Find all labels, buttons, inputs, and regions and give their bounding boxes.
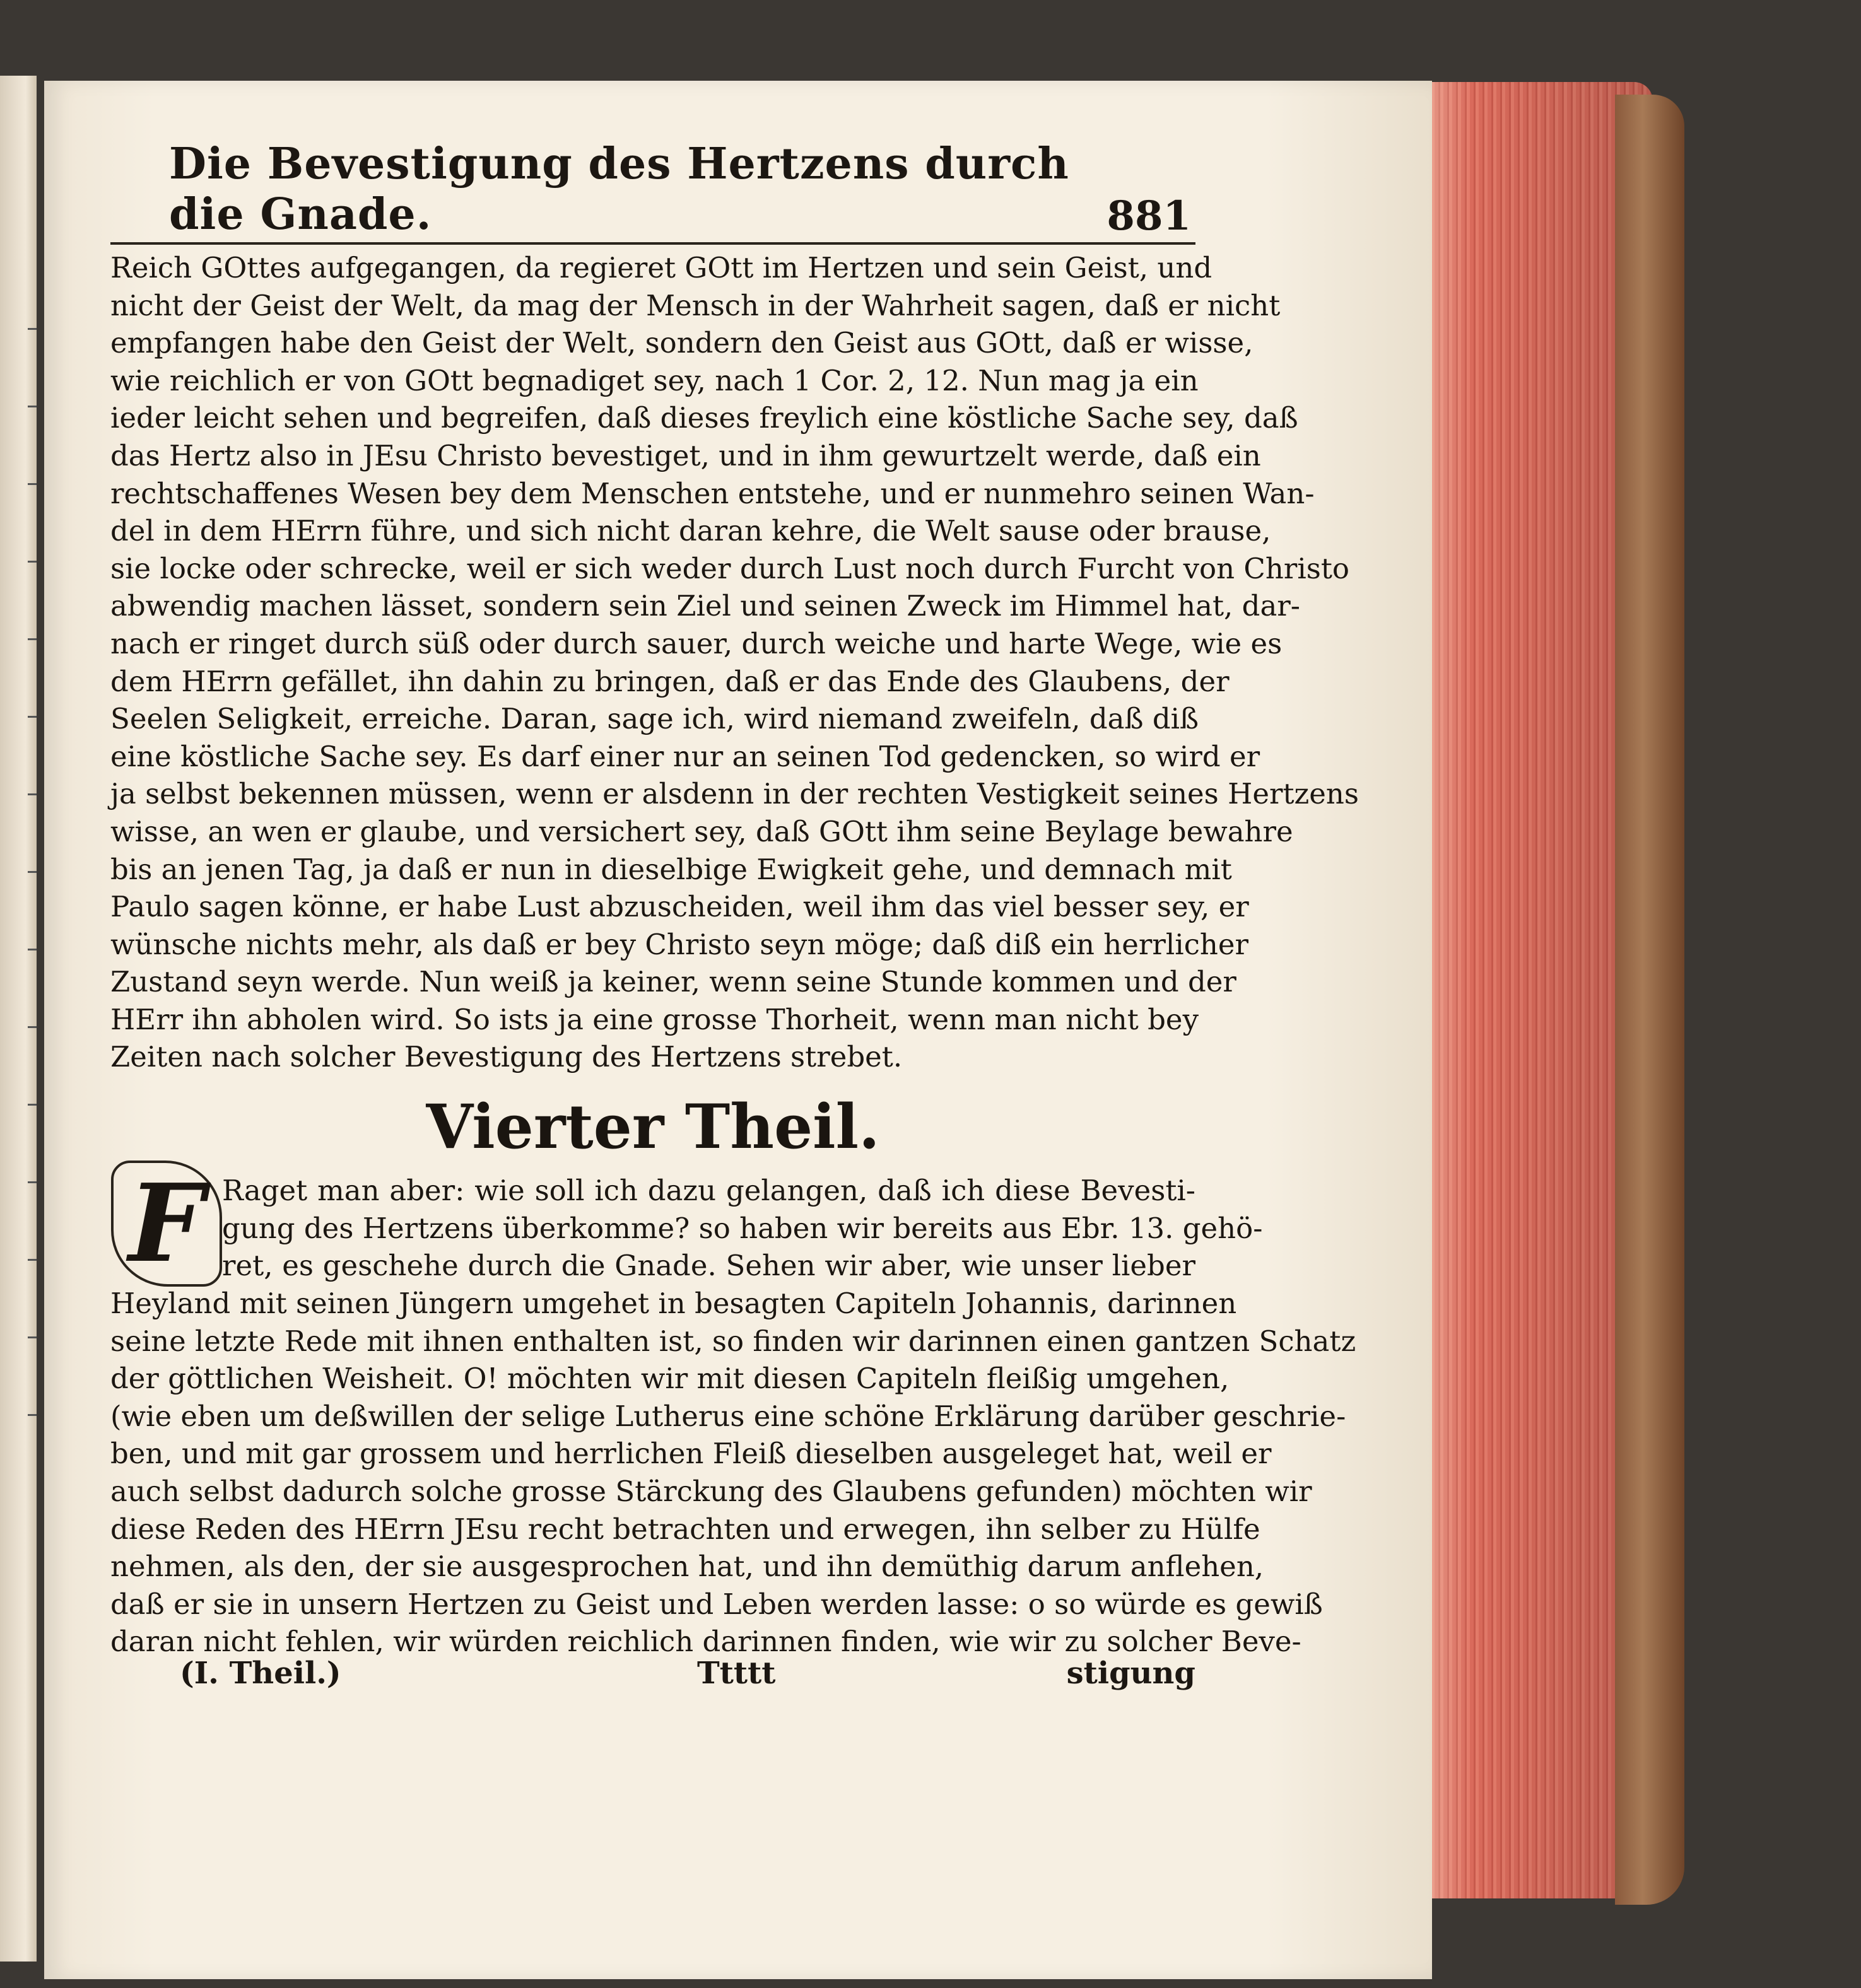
text-line: eine köstliche Sache sey. Es darf einer nur an seinen Tod gedencken, so wird er <box>110 739 1260 773</box>
text-line: Seelen Seligkeit, erreiche. Daran, sage ich, wird niemand zweifeln, daß diß <box>110 702 1199 736</box>
text-line: seine letzte Rede mit ihnen enthalten ist, so finden wir darinnen einen gantzen Schatz <box>110 1324 1356 1358</box>
running-title: Die Bevestigung des Hertzens durch die Gnade. <box>169 139 1069 240</box>
text-line: wünsche nichts mehr, als daß er bey Christo seyn möge; daß diß ein herrlicher <box>110 927 1249 961</box>
paragraph-2-indented <box>222 1172 1263 1285</box>
text-line: wie reichlich er von GOtt begnadiget sey, nach 1 Cor. 2, 12. Nun mag ja ein <box>110 363 1199 397</box>
text-line: Paulo sagen könne, er habe Lust abzuscheiden, weil ihm das viel besser sey, er <box>110 890 1249 924</box>
text-line: diese Reden des HErrn JEsu recht betrachten und erwegen, ihn selber zu Hülfe <box>110 1512 1260 1546</box>
text-line: daß er sie in unsern Hertzen zu Geist und Leben werden lasse: o so würde es gewiß <box>110 1587 1323 1621</box>
page-number: 881 <box>1107 192 1191 240</box>
text-line: sie locke oder schrecke, weil er sich weder durch Lust noch durch Furcht von Christo <box>110 551 1350 585</box>
paragraph-2 <box>110 1285 1356 1661</box>
header-rule <box>110 242 1195 245</box>
text-line: abwendig machen lässet, sondern sein Ziel und seinen Zweck im Himmel hat, dar- <box>110 589 1301 623</box>
text-line: Reich GOttes aufgegangen, da regieret GOtt im Hertzen und sein Geist, und <box>110 251 1212 284</box>
text-line: dem HErrn gefället, ihn dahin zu bringen, daß er das Ende des Glaubens, der <box>110 664 1230 698</box>
drop-cap: F <box>111 1161 222 1287</box>
text-line: del in dem HErrn führe, und sich nicht daran kehre, die Welt sause oder brause, <box>110 514 1271 548</box>
book-cover-edge <box>1615 95 1684 1905</box>
text-line: Heyland mit seinen Jüngern umgehet in besagten Capiteln Johannis, darinnen <box>110 1287 1237 1320</box>
text-line: ieder leicht sehen und begreifen, daß dieses freylich eine köstliche Sache sey, daß <box>110 401 1298 435</box>
text-line: ben, und mit gar grossem und herrlichen Fleiß dieselben ausgeleget hat, weil er <box>110 1437 1272 1471</box>
volume-mark: (I. Theil.) <box>180 1656 341 1691</box>
text-line: der göttlichen Weisheit. O! möchten wir mit diesen Capiteln fleißig umgehen, <box>110 1362 1230 1396</box>
catchword: stigung <box>1066 1656 1195 1691</box>
text-line: daran nicht fehlen, wir würden reichlich darinnen finden, wie wir zu solcher Beve- <box>110 1625 1301 1659</box>
section-heading: Vierter Theil. <box>426 1091 880 1162</box>
page-footer <box>110 1656 1195 1700</box>
text-line: nicht der Geist der Welt, da mag der Mensch in der Wahrheit sagen, daß er nicht <box>110 288 1281 322</box>
text-line: nehmen, als den, der sie ausgesprochen hat, und ihn demüthig darum anflehen, <box>110 1550 1264 1584</box>
facing-page-edge <box>0 76 37 1962</box>
text-line: (wie eben um deßwillen der selige Lutherus eine schöne Erklärung darüber geschrie- <box>110 1399 1346 1433</box>
text-line: ret, es geschehe durch die Gnade. Sehen wir aber, wie unser lieber <box>222 1249 1195 1283</box>
text-line: Zustand seyn werde. Nun weiß ja keiner, wenn seine Stunde kommen und der <box>110 965 1236 999</box>
text-line: empfangen habe den Geist der Welt, sondern den Geist aus GOtt, daß er wisse, <box>110 326 1253 360</box>
text-line: bis an jenen Tag, ja daß er nun in dieselbige Ewigkeit gehe, und demnach mit <box>110 852 1232 886</box>
text-line: nach er ringet durch süß oder durch sauer, durch weiche und harte Wege, wie es <box>110 626 1283 660</box>
text-line: ja selbst bekennen müssen, wenn er alsdenn in der rechten Vestigkeit seines Hertzens <box>110 777 1359 811</box>
text-line: das Hertz also in JEsu Christo bevestiget, und in ihm gewurtzelt werde, daß ein <box>110 438 1261 472</box>
text-line: gung des Hertzens überkomme? so haben wir bereits aus Ebr. 13. gehö- <box>222 1211 1263 1245</box>
text-line: rechtschaffenes Wesen bey dem Menschen entstehe, und er nunmehro seinen Wan- <box>110 476 1315 510</box>
text-line: wisse, an wen er glaube, und versichert sey, daß GOtt ihm seine Beylage bewahre <box>110 814 1293 848</box>
text-line: auch selbst dadurch solche grosse Stärckung des Glaubens gefunden) möchten wir <box>110 1474 1312 1508</box>
text-line: HErr ihn abholen wird. So ists ja eine grosse Thorheit, wenn man nicht bey <box>110 1002 1199 1036</box>
paragraph-1 <box>110 249 1359 1076</box>
text-line: Raget man aber: wie soll ich dazu gelangen, daß ich diese Bevesti- <box>222 1174 1195 1207</box>
signature-mark: Ttttt <box>697 1656 776 1691</box>
page-header <box>169 139 1191 240</box>
text-line: Zeiten nach solcher Bevestigung des Hertzens strebet. <box>110 1040 903 1074</box>
